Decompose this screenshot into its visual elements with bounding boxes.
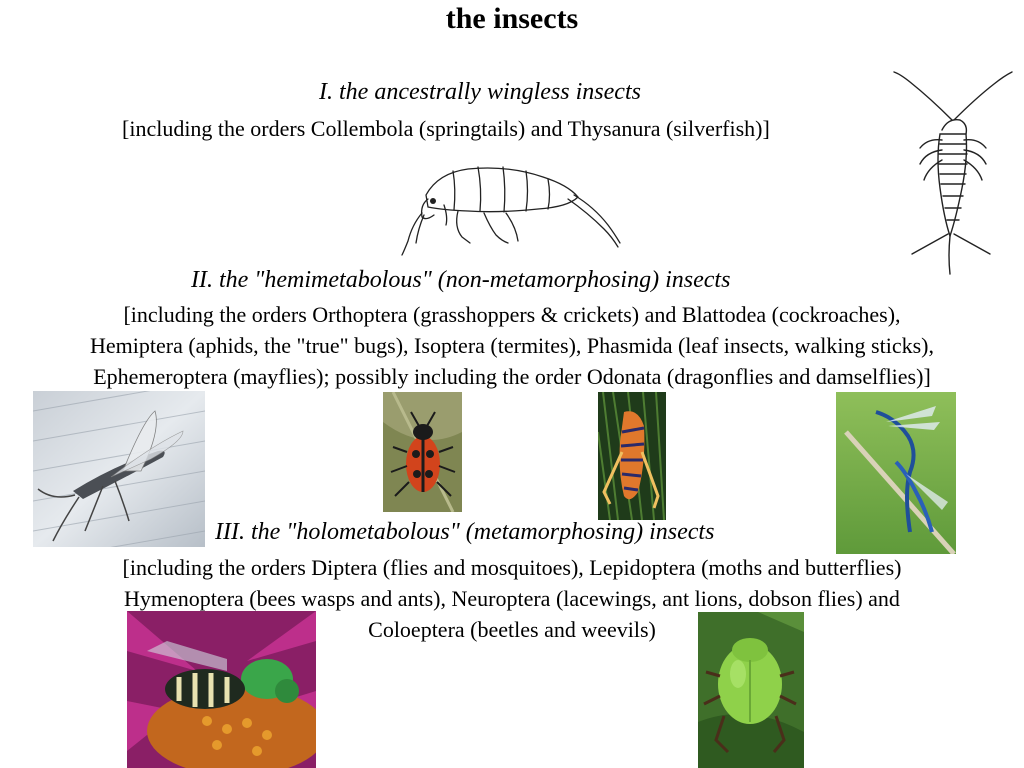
springtail-line-drawing-icon bbox=[398, 155, 623, 258]
section-2-line-3: Ephemeroptera (mayflies); possibly including the order Odonata (dragonflies and damselflies)] bbox=[93, 364, 931, 389]
damselfly-photo-icon bbox=[836, 392, 956, 554]
bee-photo bbox=[127, 611, 316, 768]
true-bug-photo bbox=[383, 392, 462, 512]
page-title: the insects bbox=[445, 2, 579, 35]
damselfly-photo bbox=[836, 392, 956, 554]
grasshopper-photo bbox=[598, 392, 666, 520]
green-bee-on-flower-photo-icon bbox=[127, 611, 316, 768]
silverfish-line-drawing-icon bbox=[890, 68, 1015, 276]
section-3-line-1: [including the orders Diptera (flies and mosquitoes), Lepidoptera (moths and butterflies) bbox=[122, 555, 902, 580]
section-1-line-1: [including the orders Collembola (springtails) and Thysanura (silverfish)] bbox=[122, 116, 770, 141]
section-2-line-2: Hemiptera (aphids, the "true" bugs), Isoptera (termites), Phasmida (leaf insects, walking sticks), bbox=[90, 333, 934, 358]
section-3-heading: III. the "holometabolous" (metamorphosing) insects bbox=[215, 519, 715, 545]
section-2-line-1: [including the orders Orthoptera (grasshoppers & crickets) and Blattodea (cockroaches), bbox=[123, 302, 901, 327]
silverfish-drawing bbox=[890, 68, 1015, 276]
section-3-line-3: Coloeptera (beetles and weevils) bbox=[368, 617, 656, 642]
section-3-line-2: Hymenoptera (bees wasps and ants), Neuroptera (lacewings, ant lions, dobson flies) and bbox=[124, 586, 900, 611]
green-beetle-photo-icon bbox=[698, 612, 804, 768]
mayfly-photo bbox=[33, 391, 205, 547]
grasshopper-photo-icon bbox=[598, 392, 666, 520]
mayfly-photo-icon bbox=[33, 391, 205, 547]
springtail-drawing bbox=[398, 155, 623, 258]
red-black-bug-photo-icon bbox=[383, 392, 462, 512]
section-2-heading: II. the "hemimetabolous" (non-metamorphosing) insects bbox=[191, 267, 731, 293]
section-1-heading: I. the ancestrally wingless insects bbox=[319, 79, 641, 105]
beetle-photo bbox=[698, 612, 804, 768]
